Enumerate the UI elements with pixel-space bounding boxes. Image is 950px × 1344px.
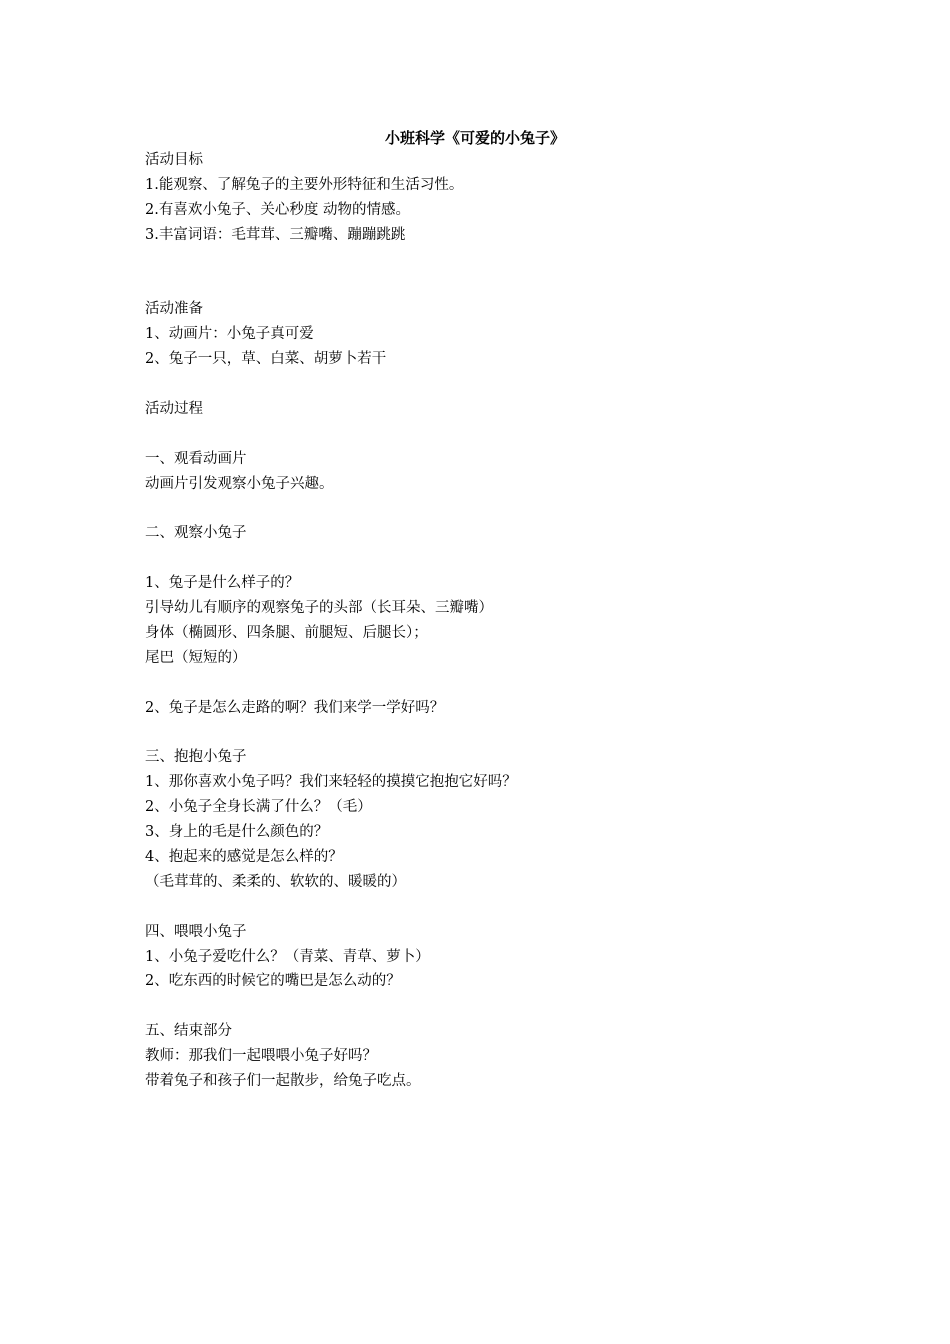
step-heading: 五、结束部分: [145, 1023, 232, 1040]
step-item: 动画片引发观察小兔子兴趣。: [145, 475, 334, 492]
step-item: 1、小兔子爱吃什么？（青菜、青草、萝卜）: [145, 948, 430, 965]
blank-line: [145, 546, 825, 571]
step-item: 1、那你喜欢小兔子吗？我们来轻轻的摸摸它抱抱它好吗？: [145, 774, 517, 791]
step-item: 尾巴（短短的）: [145, 649, 247, 666]
step-item: 带着兔子和孩子们一起散步，给兔子吃点。: [145, 1072, 421, 1089]
blank-line: [145, 248, 825, 273]
process-step-4: [145, 920, 825, 995]
blank-line: [145, 422, 825, 447]
step-item: 教师：那我们一起喂喂小兔子好吗？: [145, 1048, 377, 1065]
process-section: [145, 397, 825, 1094]
preparation-section: [145, 297, 825, 372]
step-heading: 四、喂喂小兔子: [145, 923, 247, 940]
step-item: 引导幼儿有顺序的观察兔子的头部（长耳朵、三瓣嘴）: [145, 600, 493, 617]
blank-line: [145, 496, 825, 521]
goal-item: 1.能观察、了解兔子的主要外形特征和生活习性。: [145, 176, 464, 193]
process-step-1: [145, 447, 825, 497]
goals-section: [145, 148, 825, 248]
blank-line: [145, 895, 825, 920]
step-item: （毛茸茸的、柔柔的、软软的、暖暖的）: [145, 873, 406, 890]
step-item: 2、兔子是怎么走路的啊？我们来学一学好吗？: [145, 699, 445, 716]
step-heading: 二、观察小兔子: [145, 525, 247, 542]
step-heading: 一、观看动画片: [145, 450, 247, 467]
preparation-item: 2、兔子一只，草、白菜、胡萝卜若干: [145, 351, 387, 368]
document-body: [145, 148, 825, 1094]
process-step-3: [145, 745, 825, 894]
step-item: 3、身上的毛是什么颜色的？: [145, 824, 329, 841]
goal-item: 2.有喜欢小兔子、关心秒度 动物的情感。: [145, 201, 410, 218]
blank-line: [145, 372, 825, 397]
step-item: 1、兔子是什么样子的？: [145, 575, 300, 592]
step-item: 4、抱起来的感觉是怎么样的？: [145, 848, 343, 865]
goal-item: 3.丰富词语：毛茸茸、三瓣嘴、蹦蹦跳跳: [145, 226, 406, 243]
blank-line: [145, 272, 825, 297]
blank-line: [145, 994, 825, 1019]
blank-line: [145, 720, 825, 745]
preparation-item: 1、动画片：小兔子真可爱: [145, 326, 314, 343]
goals-heading: 活动目标: [145, 152, 203, 168]
document-title: 小班科学《可爱的小兔子》: [384, 129, 565, 147]
step-item: 2、小兔子全身长满了什么？（毛）: [145, 799, 372, 816]
process-step-5: [145, 1019, 825, 1094]
process-heading: 活动过程: [145, 400, 203, 417]
step-heading: 三、抱抱小兔子: [145, 749, 247, 766]
step-item: 2、吃东西的时候它的嘴巴是怎么动的？: [145, 973, 401, 990]
process-step-2: [145, 521, 825, 720]
preparation-heading: 活动准备: [145, 301, 203, 318]
blank-line: [145, 671, 825, 696]
step-item: 身体（椭圆形、四条腿、前腿短、后腿长）；: [145, 624, 428, 641]
